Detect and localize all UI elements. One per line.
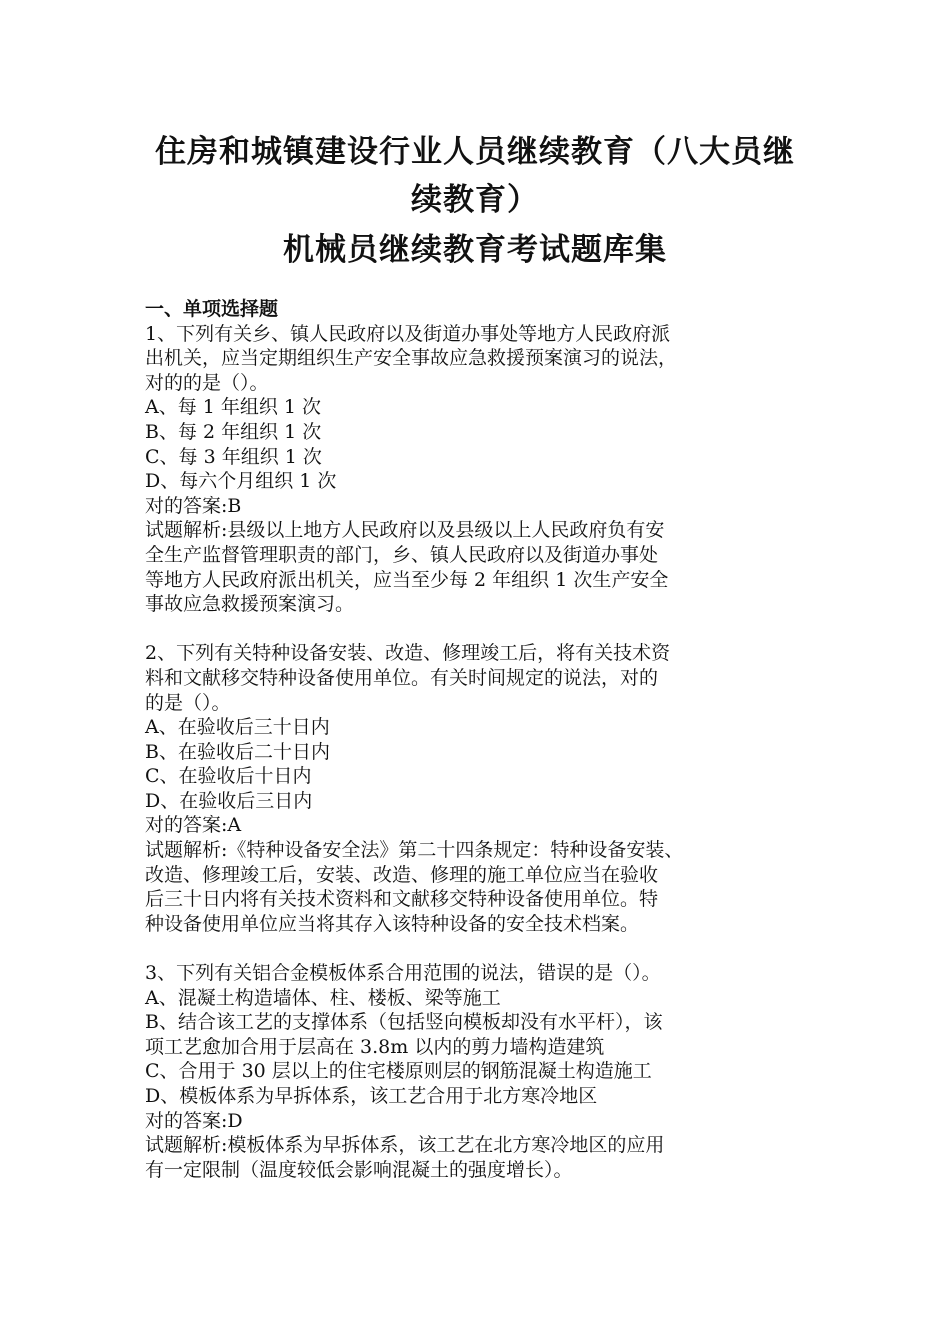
question-stem-line: 对的的是（）。 <box>145 371 269 394</box>
document-title-line-1: 住房和城镇建设行业人员继续教育（八大员继 <box>155 134 795 170</box>
analysis-line: 种设备使用单位应当将其存入该特种设备的安全技术档案。 <box>145 912 640 935</box>
question-spacer <box>145 936 815 961</box>
analysis-line: 试题解析:《特种设备安全法》第二十四条规定：特种设备安装、 <box>145 839 684 862</box>
analysis-line: 试题解析:模板体系为早拆体系，该工艺在北方寒冷地区的应用 <box>145 1134 665 1157</box>
document-body <box>145 297 815 1182</box>
section-heading: 一、单项选择题 <box>145 298 279 320</box>
analysis-line: 全生产监督管理职责的部门，乡、镇人民政府以及街道办事处 <box>145 543 659 566</box>
option-c: C、在验收后十日内 <box>145 765 312 788</box>
option-b: B、在验收后二十日内 <box>145 740 330 763</box>
correct-answer: 对的答案:A <box>145 814 242 837</box>
option-d: D、在验收后三日内 <box>145 789 313 812</box>
option-a: A、在验收后三十日内 <box>145 716 330 739</box>
correct-answer: 对的答案:D <box>145 1109 243 1132</box>
analysis-line: 事故应急救援预案演习。 <box>145 593 355 616</box>
question-stem-line: 1、下列有关乡、镇人民政府以及街道办事处等地方人民政府派 <box>145 322 671 345</box>
option-b: B、每 2 年组织 1 次 <box>145 420 322 443</box>
question-stem-line: 2、下列有关特种设备安装、改造、修理竣工后，将有关技术资 <box>145 642 671 665</box>
document-subtitle: 机械员继续教育考试题库集 <box>283 232 667 268</box>
analysis-line: 改造、修理竣工后，安装、改造、修理的施工单位应当在验收 <box>145 863 659 886</box>
question-stem-line: 料和文献移交特种设备使用单位。有关时间规定的说法，对的 <box>145 666 659 689</box>
option-b-continued: 项工艺愈加合用于层高在 3.8m 以内的剪力墙构造建筑 <box>145 1035 605 1058</box>
question-1 <box>145 322 815 617</box>
analysis-line: 试题解析:县级以上地方人民政府以及县级以上人民政府负有安 <box>145 519 665 542</box>
question-3 <box>145 961 815 1182</box>
question-stem-line: 3、下列有关铝合金模板体系合用范围的说法，错误的是（）。 <box>145 962 661 985</box>
correct-answer: 对的答案:B <box>145 494 242 517</box>
option-b: B、结合该工艺的支撑体系（包括竖向模板却没有水平杆），该 <box>145 1011 663 1034</box>
analysis-line: 有一定限制（温度较低会影响混凝土的强度增长）。 <box>145 1158 573 1181</box>
option-c: C、合用于 30 层以上的住宅楼原则层的钢筋混凝土构造施工 <box>145 1060 652 1083</box>
analysis-line: 后三十日内将有关技术资料和文献移交特种设备使用单位。特 <box>145 888 659 911</box>
question-stem-line: 的是（）。 <box>145 691 231 714</box>
option-a: A、每 1 年组织 1 次 <box>145 396 322 419</box>
option-d: D、每六个月组织 1 次 <box>145 470 337 493</box>
analysis-line: 等地方人民政府派出机关，应当至少每 2 年组织 1 次生产安全 <box>145 568 669 591</box>
question-2 <box>145 641 815 936</box>
document-title-line-2: 续教育） <box>411 182 539 218</box>
option-c: C、每 3 年组织 1 次 <box>145 445 322 468</box>
option-d: D、模板体系为早拆体系，该工艺合用于北方寒冷地区 <box>145 1085 598 1107</box>
question-spacer <box>145 617 815 642</box>
option-a: A、混凝土构造墙体、柱、楼板、梁等施工 <box>145 986 501 1009</box>
question-stem-line: 出机关，应当定期组织生产安全事故应急救援预案演习的说法， <box>145 347 678 370</box>
